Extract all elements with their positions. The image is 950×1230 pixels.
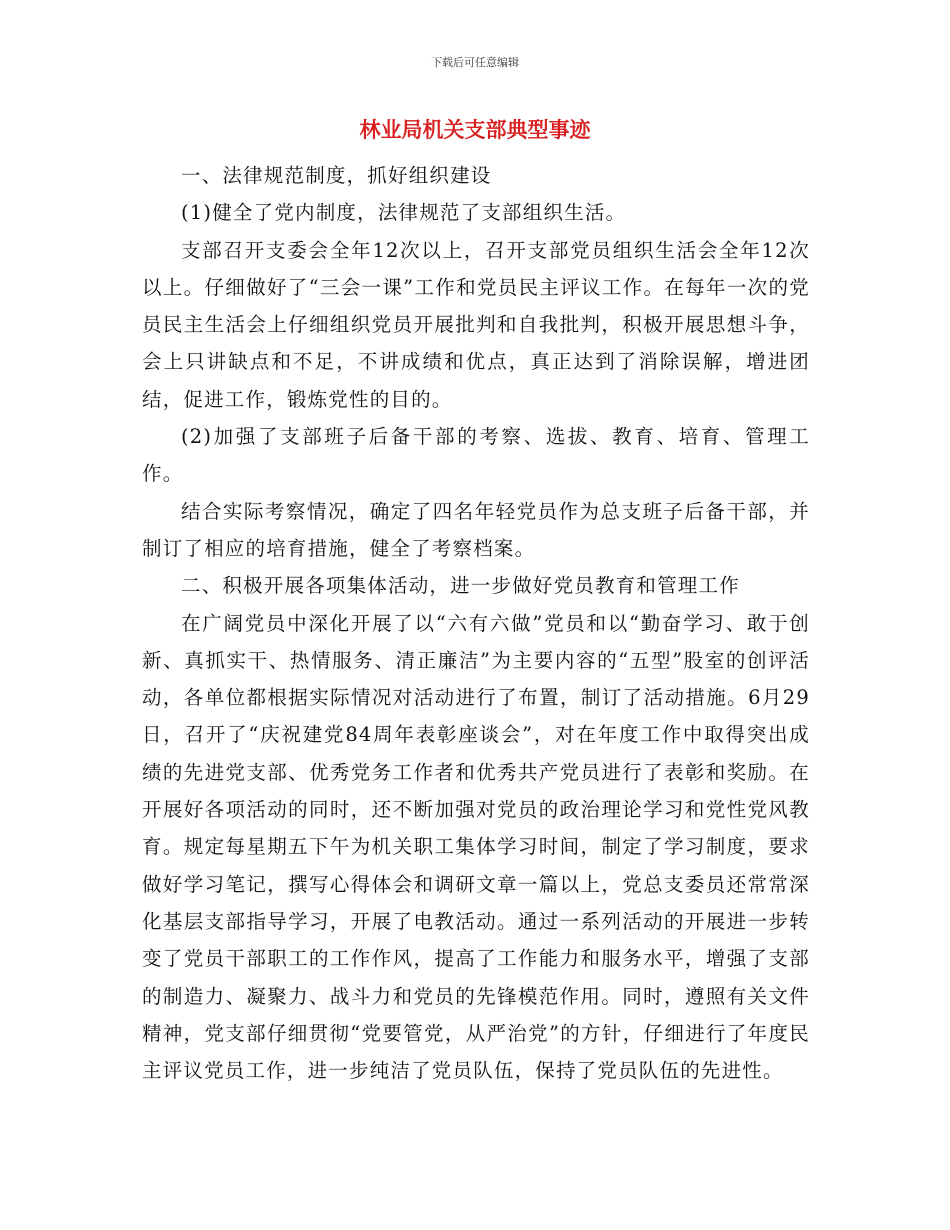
body-paragraph-2: 结合实际考察情况，确定了四名年轻党员作为总支班子后备干部，并制订了相应的培育措施，健全了考察档案。 bbox=[142, 499, 810, 560]
document-title: 林业局机关支部典型事迹 bbox=[359, 118, 591, 142]
subheading-1: (1)健全了党内制度，法律规范了支部组织生活。 bbox=[181, 201, 627, 225]
header-note: 下载后可任意编辑 bbox=[431, 56, 519, 69]
section-heading-2: 二、积极开展各项集体活动，进一步做好党员教育和管理工作 bbox=[181, 574, 740, 598]
body-paragraph-1: 支部召开支委会全年12次以上，召开支部党员组织生活会全年12次以上。仔细做好了“三会一课”工作和党员民主评议工作。在每年一次的党员民主生活会上仔细组织党员开展批判和自我批判，积极开展思想斗争，会上只讲缺点和不足，不讲成绩和优点，真正达到了消除误解，增进团结，促进工作，锻炼党性的目的。 bbox=[142, 238, 810, 411]
body-paragraph-3: 在广阔党员中深化开展了以“六有六做”党员和以“勤奋学习、敢于创新、真抓实干、热情服务、清正廉洁”为主要内容的“五型”股室的创评活动，各单位都根据实际情况对活动进行了布置，制订了活动措施。6月29日，召开了“庆祝建党84周年表彰座谈会”，对在年度工作中取得突出成绩的先进党支部、优秀党务工作者和优秀共产党员进行了表彰和奖励。在开展好各项活动的同时，还不断加强对党员的政治理论学习和党性党风教育。规定每星期五下午为机关职工集体学习时间，制定了学习制度，要求做好学习笔记，撰写心得体会和调研文章一篇以上，党总支委员还常常深化基层支部指导学习，开展了电教活动。通过一系列活动的开展进一步转变了党员干部职工的工作作风，提高了工作能力和服务水平，增强了支部的制造力、凝聚力、战斗力和党员的先锋模范作用。同时，遵照有关文件精神，党支部仔细贯彻“党要管党，从严治党”的方针，仔细进行了年度民主评议党员工作，进一步纯洁了党员队伍，保持了党员队伍的先进性。 bbox=[142, 611, 810, 1083]
document-body bbox=[142, 157, 810, 1089]
subheading-2: (2)加强了支部班子后备干部的考察、选拔、教育、培育、管理工作。 bbox=[142, 425, 810, 486]
section-heading-1: 一、法律规范制度，抓好组织建设 bbox=[181, 164, 492, 187]
